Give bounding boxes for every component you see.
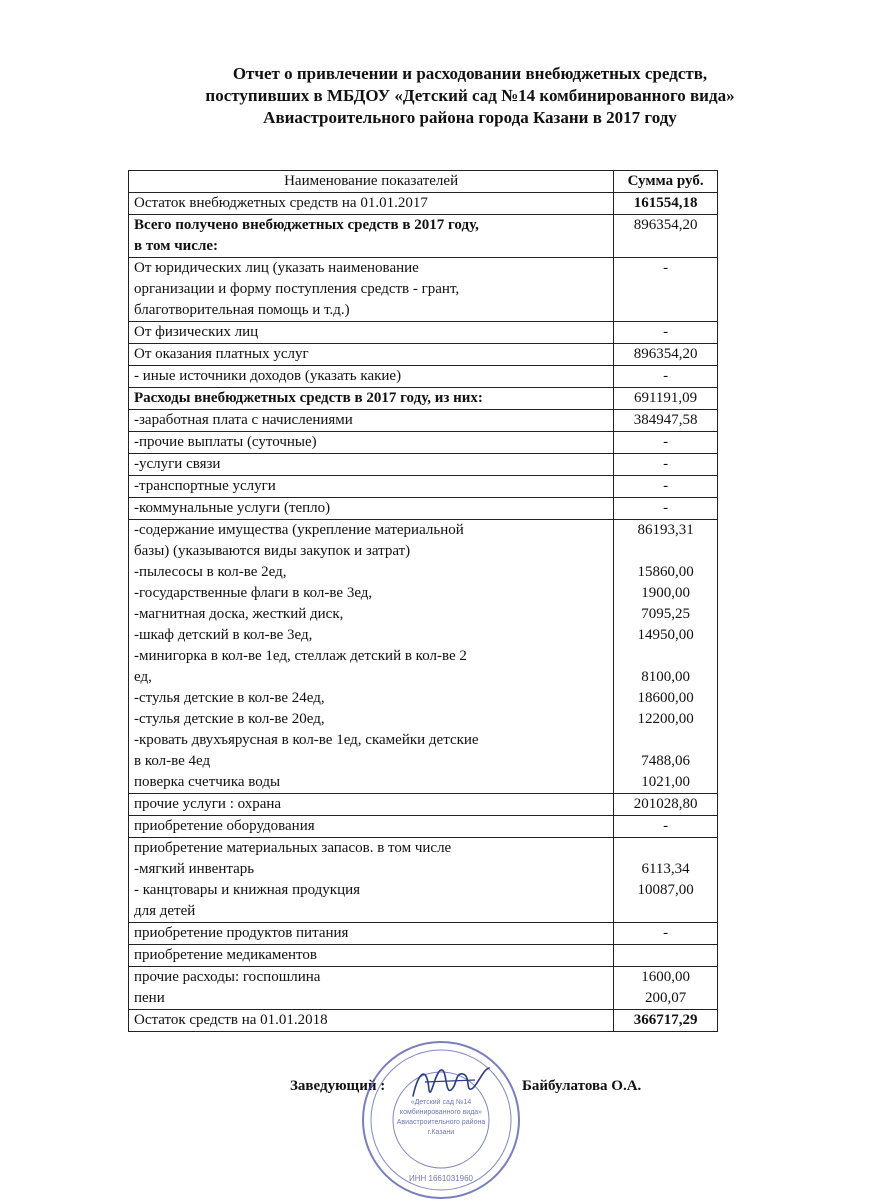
row-name-line: приобретение медикаментов xyxy=(134,947,317,963)
report-table xyxy=(128,170,718,1032)
row-name xyxy=(129,258,614,322)
row-value-line: 896354,20 xyxy=(633,346,698,362)
row-value-line xyxy=(619,838,712,859)
row-name xyxy=(129,923,614,945)
table-body xyxy=(129,193,718,1032)
row-name-line: -услуги связи xyxy=(134,456,221,472)
row-name-line: поверка счетчика воды xyxy=(134,774,281,790)
row-value-line: 18600,00 xyxy=(637,690,694,706)
row-value-line: 201028,80 xyxy=(633,796,698,812)
row-value-line: 12200,00 xyxy=(637,711,694,727)
row-name xyxy=(129,344,614,366)
table-row xyxy=(129,454,718,476)
row-value-line: - xyxy=(663,434,669,450)
row-value-line xyxy=(619,945,712,966)
table-row xyxy=(129,388,718,410)
row-value-line: - xyxy=(663,818,669,834)
table-row xyxy=(129,476,718,498)
row-name-line: в кол-ве 4ед xyxy=(134,753,211,769)
table-row xyxy=(129,816,718,838)
row-value-line: - xyxy=(663,500,669,516)
handwritten-signature xyxy=(405,1060,495,1105)
row-value-line: 10087,00 xyxy=(637,882,694,898)
table-row xyxy=(129,432,718,454)
row-name xyxy=(129,520,614,794)
row-value-line: 7095,25 xyxy=(641,606,690,622)
row-value-line: 14950,00 xyxy=(637,627,694,643)
row-value-line: 384947,58 xyxy=(633,412,698,428)
row-value-line: 8100,00 xyxy=(641,669,690,685)
header-sum: Сумма руб. xyxy=(614,171,718,193)
title-line-3: Авиастроительного района города Казани в 2017 году xyxy=(263,108,677,127)
table-row xyxy=(129,344,718,366)
table-row xyxy=(129,794,718,816)
row-value-line: - xyxy=(663,368,669,384)
row-value-line xyxy=(619,541,712,562)
table-row xyxy=(129,520,718,794)
row-value xyxy=(614,967,718,1010)
table-row xyxy=(129,945,718,967)
row-value xyxy=(614,193,718,215)
row-name xyxy=(129,476,614,498)
signature-name: Байбулатова О.А. xyxy=(522,1078,642,1094)
row-name-line: для детей xyxy=(134,903,196,919)
row-value-line: 7488,06 xyxy=(641,753,690,769)
row-name-line: -пылесосы в кол-ве 2ед, xyxy=(134,564,287,580)
row-name xyxy=(129,498,614,520)
row-value xyxy=(614,366,718,388)
row-name-line: базы) (указываются виды закупок и затрат) xyxy=(134,543,411,559)
row-name xyxy=(129,432,614,454)
row-name xyxy=(129,193,614,215)
row-value-line: 200,07 xyxy=(644,990,687,1006)
row-name-line: прочие расходы: госпошлина xyxy=(134,969,321,985)
table-row xyxy=(129,838,718,923)
row-name-line: - канцтовары и книжная продукция xyxy=(134,882,361,898)
table-row xyxy=(129,1010,718,1032)
row-name xyxy=(129,816,614,838)
row-value xyxy=(614,258,718,322)
row-value xyxy=(614,1010,718,1032)
row-value-line: 15860,00 xyxy=(637,564,694,580)
table-row xyxy=(129,193,718,215)
row-value-line: - xyxy=(663,478,669,494)
row-value-line: - xyxy=(663,260,669,276)
row-value xyxy=(614,215,718,258)
row-name-line: Всего получено внебюджетных средств в 2017 году, xyxy=(134,217,479,233)
row-value-line xyxy=(619,901,712,922)
row-value xyxy=(614,432,718,454)
row-value xyxy=(614,344,718,366)
row-name-line: -шкаф детский в кол-ве 3ед, xyxy=(134,627,313,643)
row-value-line: 1600,00 xyxy=(641,969,690,985)
signature-label: Заведующий : xyxy=(290,1078,386,1094)
stamp-line-4: г.Казани xyxy=(427,1129,455,1136)
row-value-line: 896354,20 xyxy=(633,217,698,233)
row-name xyxy=(129,366,614,388)
table-row xyxy=(129,322,718,344)
row-name-line: -магнитная доска, жесткий диск, xyxy=(134,606,344,622)
row-name-line: -минигорка в кол-ве 1ед, стеллаж детский в кол-ве 2 xyxy=(134,648,467,664)
row-name-line: приобретение продуктов питания xyxy=(134,925,349,941)
title-line-2: поступивших в МБДОУ «Детский сад №14 комбинированного вида» xyxy=(205,86,735,105)
table-row xyxy=(129,498,718,520)
row-value xyxy=(614,838,718,923)
row-name xyxy=(129,967,614,1010)
row-value-line: 366717,29 xyxy=(633,1012,698,1028)
row-name-line: -мягкий инвентарь xyxy=(134,861,255,877)
row-name-line: От оказания платных услуг xyxy=(134,346,309,362)
row-value-line: 1900,00 xyxy=(641,585,690,601)
row-name-line: -стулья детские в кол-ве 24ед, xyxy=(134,690,325,706)
row-name-line: От юридических лиц (указать наименование xyxy=(134,260,419,276)
table-header-row xyxy=(129,171,718,193)
row-name-line: прочие услуги : охрана xyxy=(134,796,282,812)
row-name xyxy=(129,215,614,258)
row-value xyxy=(614,945,718,967)
row-value xyxy=(614,923,718,945)
row-value xyxy=(614,410,718,432)
row-value xyxy=(614,498,718,520)
row-name-line: Остаток внебюджетных средств на 01.01.2017 xyxy=(134,195,428,211)
row-name-line: -кровать двухъярусная в кол-ве 1ед, скамейки детские xyxy=(134,732,479,748)
row-name-line: приобретение оборудования xyxy=(134,818,315,834)
row-name-line: -государственные флаги в кол-ве 3ед, xyxy=(134,585,373,601)
table-row xyxy=(129,923,718,945)
row-name-line: -содержание имущества (укрепление материальной xyxy=(134,522,464,538)
row-name-line: -транспортные услуги xyxy=(134,478,276,494)
row-value xyxy=(614,322,718,344)
row-value xyxy=(614,520,718,794)
row-name xyxy=(129,1010,614,1032)
table-row xyxy=(129,258,718,322)
row-value xyxy=(614,454,718,476)
stamp-line-3: Авиастроительного района xyxy=(396,1119,486,1126)
row-name-line: пени xyxy=(134,990,165,1006)
row-name-line: -прочие выплаты (суточные) xyxy=(134,434,317,450)
row-name-line: ед, xyxy=(134,669,152,685)
row-name-line: приобретение материальных запасов. в том числе xyxy=(134,840,452,856)
row-name-line: - иные источники доходов (указать какие) xyxy=(134,368,402,384)
title-line-1: Отчет о привлечении и расходовании внебюджетных средств, xyxy=(232,64,708,83)
row-value-line: 86193,31 xyxy=(637,522,694,538)
row-name-line: От физических лиц xyxy=(134,324,259,340)
row-name xyxy=(129,388,614,410)
report-title xyxy=(120,63,820,129)
row-name xyxy=(129,838,614,923)
table-row xyxy=(129,410,718,432)
row-name-line: Остаток средств на 01.01.2018 xyxy=(134,1012,328,1028)
row-name xyxy=(129,454,614,476)
row-value xyxy=(614,816,718,838)
header-name: Наименование показателей xyxy=(129,171,614,193)
row-value-line xyxy=(619,730,712,751)
row-name xyxy=(129,945,614,967)
row-value-line: - xyxy=(663,925,669,941)
stamp-line-2: комбинированного вида» xyxy=(399,1109,483,1116)
row-value-line xyxy=(619,646,712,667)
stamp-line-1: «Детский сад №14 xyxy=(410,1099,472,1106)
row-value-line: 1021,00 xyxy=(641,774,690,790)
row-value xyxy=(614,388,718,410)
row-name-line: организации и форму поступления средств - грант, xyxy=(134,281,460,297)
row-value-line: 161554,18 xyxy=(633,195,698,211)
row-value-line: 6113,34 xyxy=(641,861,690,877)
row-name-line: -заработная плата с начислениями xyxy=(134,412,353,428)
row-name-line: -коммунальные услуги (тепло) xyxy=(134,500,331,516)
row-name-line: благотворительная помощь и т.д.) xyxy=(134,302,350,318)
row-value xyxy=(614,794,718,816)
row-name xyxy=(129,322,614,344)
row-value xyxy=(614,476,718,498)
stamp-inn: ИНН 1661031960 xyxy=(408,1174,474,1183)
row-name-line: -стулья детские в кол-ве 20ед, xyxy=(134,711,325,727)
table-row xyxy=(129,215,718,258)
row-value-line: 691191,09 xyxy=(633,390,698,406)
row-name xyxy=(129,410,614,432)
table-row xyxy=(129,967,718,1010)
row-name-line: в том числе: xyxy=(134,238,219,254)
row-value-line: - xyxy=(663,456,669,472)
row-name-line: Расходы внебюджетных средств в 2017 году, из них: xyxy=(134,390,483,406)
row-value-line: - xyxy=(663,324,669,340)
table-row xyxy=(129,366,718,388)
row-name xyxy=(129,794,614,816)
